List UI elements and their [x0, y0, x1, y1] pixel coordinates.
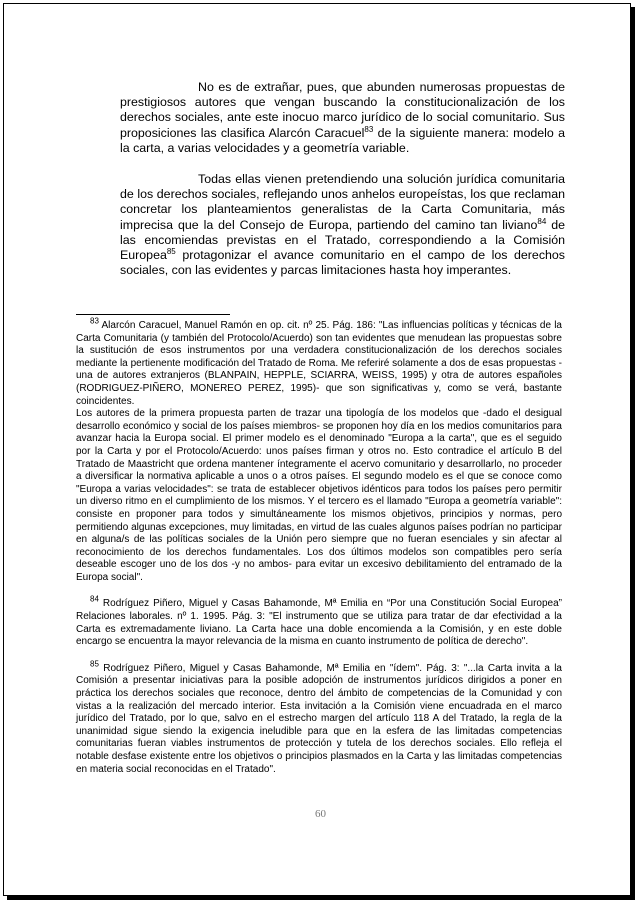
footnote-83: [76, 316, 562, 408]
paragraph-2-text-middle: de las encomiendas previstas en el Tratado, correspondiendo a la Comisión Europea: [120, 217, 566, 263]
paragraph-1-text-end: de la siguiente manera: modelo a la carta, a varias velocidades y a geometría variable.: [120, 125, 565, 155]
paragraph-1-text: No es de extrañar, pues, que abunden numerosas propuestas de prestigiosos autores que vengan buscando la constitucionalización de los derechos sociales, ante este inocuo marco jurídico de lo social comunitario. Sus proposiciones las clasifica Alarcón Caracuel: [120, 80, 565, 140]
footnote-separator: [76, 314, 230, 315]
footnote-85: [76, 659, 562, 776]
paragraph-2: [120, 172, 565, 278]
body-text: [120, 80, 565, 294]
paragraph-2-text-end: protagonizar el avance comunitario en el campo de los derechos sociales, con las evidentes y parcas limitaciones hasta hoy imperantes.: [120, 248, 565, 278]
footnotes: [76, 316, 562, 776]
footnote-ref-85[interactable]: 85: [166, 246, 176, 256]
footnote-83-continuation: Los autores de la primera propuesta parten de trazar una tipología de los modelos que -dado el desigual desarrollo económico y social de los países miembros- se proponen hoy día en los medios comunitarios para avanzar hacia la Europa social. El primer modelo es el denominado "Europa a la carta", que es el seguido por la Carta y por el Protocolo/Acuerdo: unos países firman y otros no. Esto contradice el artículo B del Tratado de Maastricht que ordena mantener íntegramente el acervo comunitario y desarrollarlo, no proceder a diversificar la normativa aplicable a unos o a otros países. El segundo modelo es el que se conoce como "Europa a varias velocidades": se trata de establecer objetivos idénticos para todos los países pero permitir un diverso ritmo en el cumplimiento de los mismos. Y el tercero es el llamado "Europa a geometría variable": consiste en proponer para todos y simultáneamente los mismos objetivos, principios y normas, pero permitiendo algunas excepciones, muy limitadas, en virtud de las cuales algunos países podrían no participar en alguna/s de las políticas sociales de la Unión pero siempre que no fueran esenciales y sin afectar al reconocimiento de los derechos fundamentales. Los dos últimos modelos son compatibles pero sería deseable escoger uno de los dos -y no ambos- para evitar un excesivo debilitamiento del entramado de la Europa social".: [76, 408, 562, 583]
footnote-text: Rodríguez Piñero, Miguel y Casas Bahamonde, Mª Emilia en “Por una Constitución Social Europea” Relaciones laborales. nº 1. 1995. Pág. 3: "El instrumento que se utiliza para tratar de dar efectividad a la Carta es extremadamente liviano. La Carta hace una doble encomienda a la Comisión, y en este doble encargo se encuentra la mayor relevancia de la misma en cuanto instrumento de política de derecho".: [76, 598, 562, 648]
footnote-number: 83: [90, 316, 99, 326]
footnote-ref-83[interactable]: 83: [364, 124, 374, 134]
footnote-text: Alarcón Caracuel, Manuel Ramón en op. cit. nº 25. Pág. 186: "Las influencias políticas y técnicas de la Carta Comunitaria (y también del Protocolo/Acuerdo) son tan evidentes que menudean las propuestas sobre la sustitución de esos instrumentos por una verdadera constitucionalización de los derechos sociales mediante la pertienente modificación del Tratado de Roma. Me referiré solamente a dos de esas propuestas -una de autores extranjeros (BLANPAIN, HEPPLE, SCIARRA, WEISS, 1995) y otra de autores españoles (RODRIGUEZ-PIÑERO, MONEREO PEREZ, 1995)- que son significativas y, como se verá, bastante coincidentes.: [76, 320, 562, 407]
footnote-84: [76, 595, 562, 648]
page-number: 60: [315, 808, 326, 820]
paragraph-1: [120, 80, 565, 156]
paragraph-2-text: Todas ellas vienen pretendiendo una solución jurídica comunitaria de los derechos sociales, reflejando unos anhelos europeístas, los que reclaman concretar los planteamientos generalistas de la Carta Comunitaria, más imprecisa que la del Consejo de Europa, partiendo del camino tan liviano: [120, 172, 565, 232]
footnote-number: 84: [90, 595, 99, 605]
footnote-ref-84[interactable]: 84: [537, 216, 547, 226]
footnote-text: Rodríguez Piñero, Miguel y Casas Bahamonde, Mª Emilia en "ídem". Pág. 3: "...la Carta invita a la Comisión a presentar iniciativas para la posible adopción de instrumentos jurídicos dirigidos a poner en práctica los derechos sociales que reconoce, dentro del ámbito de competencias de la Comunidad y con vistas a la realización del mercado interior. Esta invitación a la Comisión viene encuadrada en el marco jurídico del Tratado, por lo que, salvo en el estrecho margen del artículo 118 A del Tratado, la regla de la unanimidad sigue siendo la exigencia ineludible para que en la esfera de las limitadas competencias comunitarias fueran viables instrumentos de protección y tutela de los derechos sociales. Ello refleja el notable desfase existente entre los objetivos o principios plasmados en la Carta y las limitadas competencias en materia social reconocidas en el Tratado".: [76, 662, 562, 775]
footnote-number: 85: [90, 659, 99, 669]
